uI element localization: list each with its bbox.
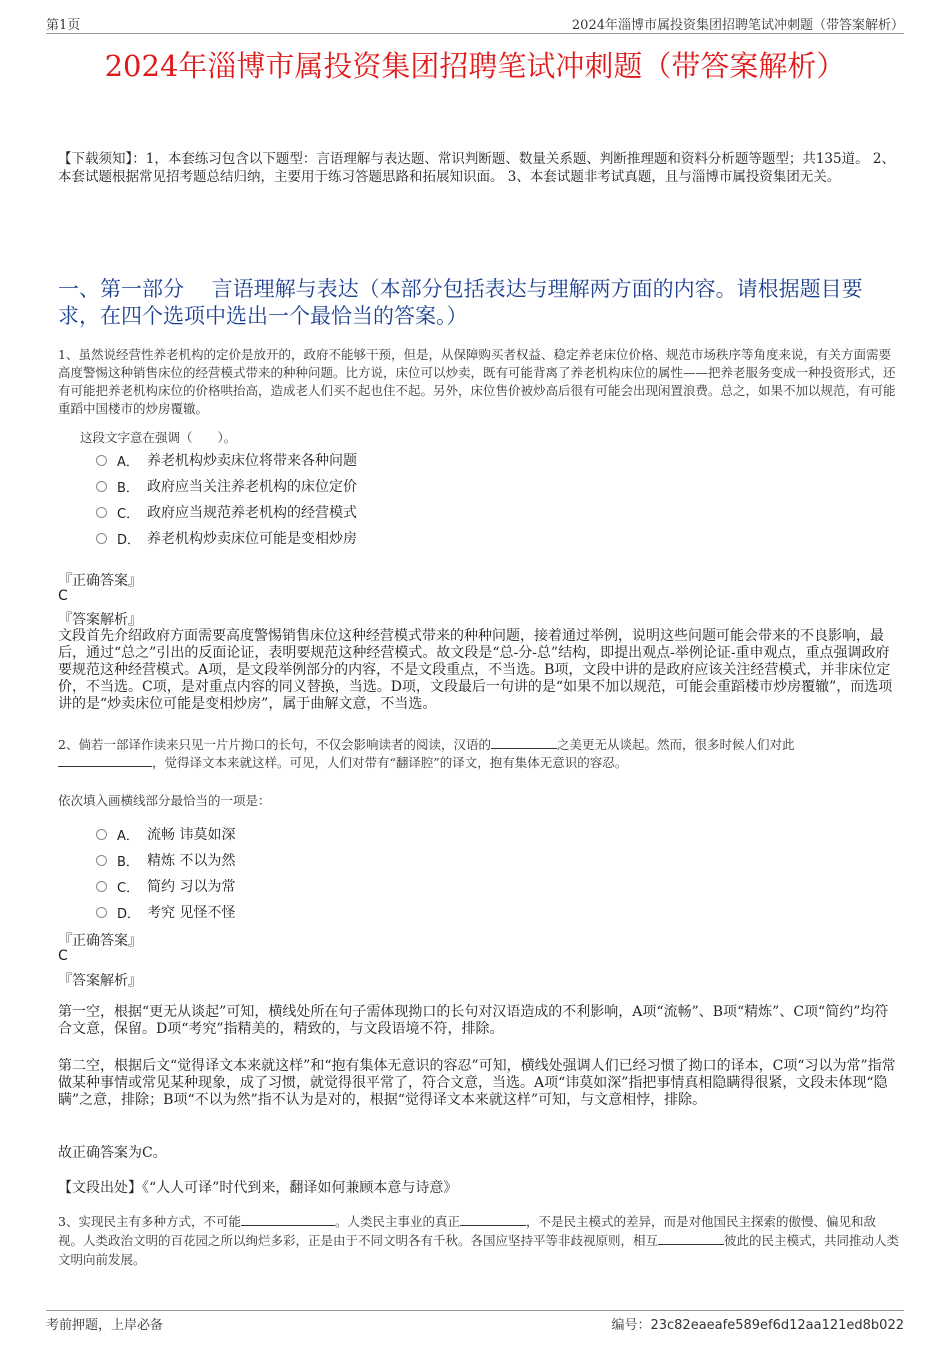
q2-text-part: ，觉得译文本来就这样。可见，人们对带有“翻译腔”的译文，抱有集体无意识的容忍。 xyxy=(152,755,628,770)
option-text: 流畅 讳莫如深 xyxy=(147,827,236,843)
q3-text-part: 。人类民主事业的真正 xyxy=(334,1214,460,1229)
footer-code xyxy=(611,1314,904,1333)
q3-text-part: 3、实现民主有多种方式，不可能 xyxy=(58,1214,241,1229)
q2-analysis-label: 『答案解析』 xyxy=(58,973,142,989)
question-1-text: 1、虽然说经营性养老机构的定价是放开的，政府不能够干预，但是，从保障购买者权益、稳定养老床位价格、规范市场秩序等角度来说，有关方面需要高度警惕这种销售床位的经营模式带来的种种问题。比方说，床位可以炒卖，既有可能背离了养老机构床位的属性——把养老服务变成一种投资形式，还有可能把养老机构床位的价格哄抬高，造成老人们买不起也住不起。另外，床位售价被炒高后很有可能会出现闲置浪费。总之，如果不加以规范，有可能重蹈中国楼市的炒房覆辙。 xyxy=(58,347,896,416)
q2-text-part: 之美更无从谈起。然而，很多时候人们对此 xyxy=(556,737,795,752)
q1-correct-answer-label: 『正确答案』 xyxy=(58,573,142,589)
footer-code-value: 23c82eaeafe589ef6d12aa121ed8b022 xyxy=(650,1318,904,1333)
question-2-prompt: 依次填入画横线部分最恰当的一项是： xyxy=(58,793,271,808)
q2-analysis-second: 第二空，根据后文“觉得译文本来就这样”和“抱有集体无意识的容忍”可知，横线处强调人们已经习惯了拗口的译本，C项“习以为常”指常做某种事情或常见某种现象，成了习惯，就觉得很平常了，符合文意，当选。A项“讳莫如深”指把事情真相隐瞒得很紧，文段未体现“隐瞒”之意，排除；B项“不以为然”指不认为是对的，根据“觉得译文本来就这样”可知，与文意相悖，排除。 xyxy=(58,1058,896,1108)
download-notice: 【下载须知】：1，本套练习包含以下题型：言语理解与表达题、常识判断题、数量关系题、判断推理题和资料分析题等题型；共135道。 2、本套试题根据常见招考题总结归纳，主要用于练习答题思路和拓展知识面。 3、本套试题非考试真题，且与淄博市属投资集团无关。 xyxy=(58,151,895,185)
radio-icon[interactable] xyxy=(96,481,107,492)
q2-correct-answer-label: 『正确答案』 xyxy=(58,933,142,949)
fill-blank xyxy=(658,1232,724,1245)
q2-option-b[interactable] xyxy=(96,850,235,870)
q3-text-part: ，不是民主模式的差异，而是对他国民主探索的傲慢、偏见和敌视。人类政治文明的百花园之所以绚烂多彩，正是由于不同文明各有千秋。各国应坚持平等非歧视原则，相互 xyxy=(58,1214,876,1248)
q2-option-c[interactable] xyxy=(96,876,235,896)
section-heading: 一、第一部分 言语理解与表达（本部分包括表达与理解两方面的内容。请根据题目要求，在四个选项中选出一个最恰当的答案。） xyxy=(58,277,863,328)
document-title: 2024年淄博市属投资集团招聘笔试冲刺题（带答案解析） xyxy=(104,49,846,83)
q1-option-a[interactable] xyxy=(96,450,357,470)
footer-slogan: 考前押题，上岸必备 xyxy=(46,1318,164,1333)
option-letter: D． xyxy=(117,906,141,922)
option-letter: A． xyxy=(117,454,139,470)
q1-analysis-label: 『答案解析』 xyxy=(58,612,142,628)
header-doc-title: 2024年淄博市属投资集团招聘笔试冲刺题（带答案解析） xyxy=(571,18,904,33)
header-divider xyxy=(46,33,904,34)
radio-icon[interactable] xyxy=(96,881,107,892)
option-letter: D． xyxy=(117,532,141,548)
option-text: 简约 习以为常 xyxy=(147,879,236,895)
footer-divider xyxy=(46,1310,904,1311)
footer-code-label: 编号： xyxy=(611,1318,651,1333)
radio-icon[interactable] xyxy=(96,907,107,918)
fill-blank xyxy=(460,1213,526,1226)
question-2-text xyxy=(58,736,900,772)
option-text: 考究 见怪不怪 xyxy=(147,905,236,921)
radio-icon[interactable] xyxy=(96,533,107,544)
q2-option-a[interactable] xyxy=(96,824,235,844)
q2-text-part: 2、倘若一部译作读来只见一片片拗口的长句，不仅会影响读者的阅读，汉语的 xyxy=(58,737,491,752)
radio-icon[interactable] xyxy=(96,829,107,840)
q2-option-d[interactable] xyxy=(96,902,235,922)
q2-source: 【文段出处】《“人人可译”时代到来，翻译如何兼顾本意与诗意》 xyxy=(58,1180,458,1196)
q1-option-c[interactable] xyxy=(96,502,357,522)
q2-answer: C xyxy=(58,948,68,964)
option-letter: B． xyxy=(117,480,139,496)
question-1-prompt: 这段文字意在强调（ ）。 xyxy=(80,430,237,445)
q3-text-part: 彼此的民主模式，共同推动人类文明向前发展。 xyxy=(58,1233,900,1267)
page-number: 第1页 xyxy=(46,18,81,33)
radio-icon[interactable] xyxy=(96,507,107,518)
option-text: 政府应当关注养老机构的床位定价 xyxy=(147,479,357,495)
fill-blank xyxy=(58,754,152,767)
option-letter: A． xyxy=(117,828,139,844)
q1-analysis: 文段首先介绍政府方面需要高度警惕销售床位这种经营模式带来的种种问题，接着通过举例，说明这些问题可能会带来的不良影响，最后，通过“总之”引出的反面论证，表明要规范这种经营模式。故文段是“总-分-总”结构，即提出观点-举例论证-重申观点，重点强调政府要规范这种经营模式。A项，是文段举例部分的内容，不是文段重点，不当选。B项，文段中讲的是政府应该关注经营模式，并非床位定价，不当选。C项，是对重点内容的同义替换，当选。D项，文段最后一句讲的是“如果不加以规范，可能会重蹈楼市炒房覆辙”，而选项讲的是“炒卖床位可能是变相炒房”，属于曲解文意，不当选。 xyxy=(58,628,893,712)
radio-icon[interactable] xyxy=(96,455,107,466)
fill-blank xyxy=(241,1213,335,1226)
q2-conclusion: 故正确答案为C。 xyxy=(58,1145,167,1161)
option-text: 养老机构炒卖床位将带来各种问题 xyxy=(147,453,357,469)
option-text: 精炼 不以为然 xyxy=(147,853,236,869)
option-letter: B． xyxy=(117,854,139,870)
q1-option-d[interactable] xyxy=(96,528,357,548)
option-text: 养老机构炒卖床位可能是变相炒房 xyxy=(147,531,357,547)
q1-option-b[interactable] xyxy=(96,476,357,496)
question-3-text xyxy=(58,1212,900,1269)
q2-analysis-first: 第一空，根据“更无从谈起”可知，横线处所在句子需体现拗口的长句对汉语造成的不利影响，A项“流畅”、B项“精炼”、C项“简约”均符合文意，保留。D项“考究”指精美的，精致的，与文段语境不符，排除。 xyxy=(58,1004,889,1037)
option-text: 政府应当规范养老机构的经营模式 xyxy=(147,505,357,521)
radio-icon[interactable] xyxy=(96,855,107,866)
option-letter: C． xyxy=(117,880,140,896)
fill-blank xyxy=(491,736,557,749)
option-letter: C． xyxy=(117,506,140,522)
q1-answer: C xyxy=(58,588,68,604)
